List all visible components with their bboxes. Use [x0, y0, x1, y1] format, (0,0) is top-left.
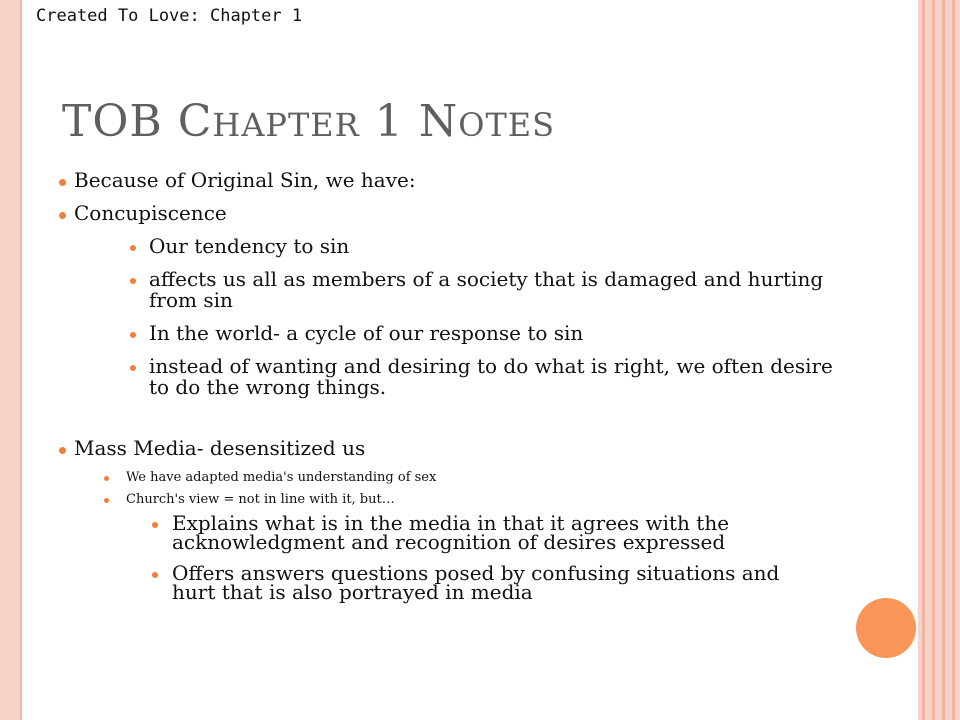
bullet-dot-icon — [104, 476, 109, 481]
frame-stripe — [932, 0, 935, 720]
bullet-dot-icon — [152, 572, 158, 578]
bullet-text: Concupiscence — [74, 201, 227, 225]
sub-bullet-item — [58, 471, 918, 485]
bullet-text: Mass Media- desensitized us — [74, 436, 366, 460]
slide-content — [58, 170, 918, 614]
bullet-dot-icon — [130, 245, 136, 251]
bullet-text: affects us all as members of a society that is damaged and hurting from sin — [149, 267, 824, 312]
slide-header: Created To Love: Chapter 1 — [36, 6, 303, 26]
bullet-dot-icon — [59, 447, 66, 454]
bullet-text: Explains what is in the media in that it agrees with the acknowledgment and recognition of desires expressed — [172, 511, 730, 555]
bullet-text: Because of Original Sin, we have: — [74, 168, 416, 192]
bullet-dot-icon — [152, 522, 158, 528]
bullet-dot-icon — [104, 498, 109, 503]
title-part: TOB C — [62, 96, 213, 147]
sub-bullet-item — [58, 236, 839, 257]
bullet-text: Offers answers questions posed by confusing situations and hurt that is also portrayed in media — [172, 561, 780, 605]
bullet-text: Our tendency to sin — [149, 234, 350, 258]
frame-stripe — [922, 0, 925, 720]
bullet-dot-icon — [59, 212, 66, 219]
sub-sub-bullet-item — [58, 561, 822, 605]
bullet-item — [58, 170, 918, 191]
bullet-dot-icon — [130, 332, 136, 338]
bullet-item — [58, 438, 918, 459]
frame-stripe — [942, 0, 945, 720]
bullet-text: Church's view = not in line with it, but… — [126, 491, 395, 507]
sub-bullet-item — [58, 269, 839, 311]
bullet-dot-icon — [59, 179, 66, 186]
sub-bullet-item — [58, 493, 918, 507]
bullet-text: We have adapted media's understanding of sex — [126, 470, 437, 485]
title-part: HAPTER — [212, 106, 360, 144]
bullet-text: In the world- a cycle of our response to sin — [149, 321, 584, 345]
frame-stripe — [952, 0, 955, 720]
decorative-circle — [856, 598, 916, 658]
sub-bullet-item — [58, 356, 839, 398]
bullet-item — [58, 203, 918, 224]
bullet-text: instead of wanting and desiring to do what is right, we often desire to do the wrong things. — [149, 354, 833, 399]
sub-sub-bullet-item — [58, 511, 822, 555]
sub-bullet-item — [58, 323, 839, 344]
title-part: 1 N — [359, 96, 459, 147]
bullet-dot-icon — [130, 278, 136, 284]
left-frame-border — [0, 0, 22, 720]
bullet-dot-icon — [130, 365, 136, 371]
right-frame-border — [918, 0, 960, 720]
slide-title — [62, 96, 555, 147]
title-part: OTES — [458, 106, 556, 144]
